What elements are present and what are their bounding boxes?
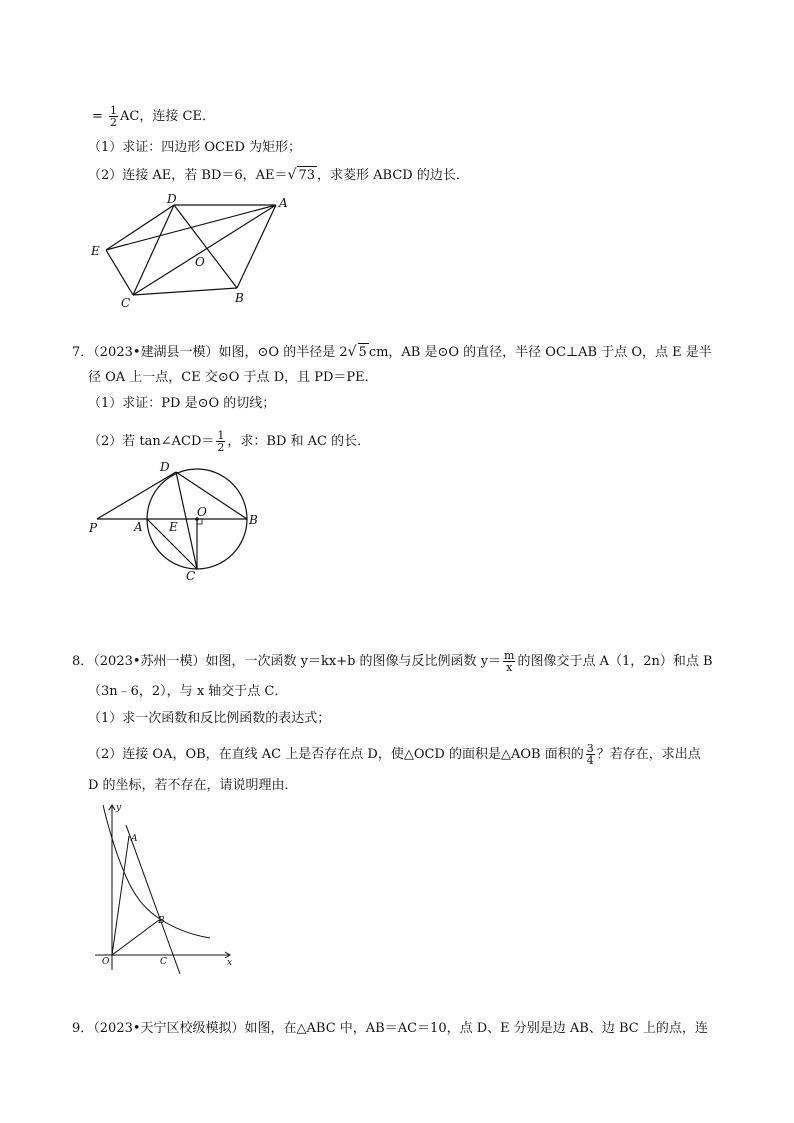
q6-intro-rest: AC，连接 CE． (120, 109, 215, 124)
q6-intro-line (92, 105, 215, 128)
q7-fraction: $\frac{1}{2}$ (217, 429, 225, 454)
q7-part1: （1）求证：PD 是⊙O 的切线； (88, 396, 276, 411)
q8-line1: 8．（2023•苏州一模）如图，一次函数 y＝kx+b 的图像与反比例函数 y＝ $\frac{m}{x}$ 的图像交于点 A（1，2n）和点 B (72, 649, 713, 674)
q8-line2: （3n﹣6，2），与 x 轴交于点 C． (88, 684, 288, 699)
q6-part1: （1）求证：四边形 OCED 为矩形； (88, 140, 302, 155)
q7-label-A: A (134, 520, 143, 534)
q8-label-A: A (131, 834, 138, 844)
q7-label-P: P (89, 521, 98, 535)
q6-label-B: B (235, 291, 244, 305)
q6-label-E: E (91, 244, 100, 258)
q7-label-O: O (197, 505, 207, 519)
q7-sqrt-value: 5 (358, 345, 367, 360)
q8-figure (85, 800, 245, 975)
q7-label-D: D (160, 460, 170, 474)
q8-label-C: C (160, 957, 167, 967)
q8-label-O: O (102, 957, 110, 967)
q7-label-B: B (249, 513, 258, 527)
q6-label-O: O (195, 255, 205, 269)
q7-part2: （2）若 tan∠ACD＝ $\frac{1}{2}$ ，求：BD 和 AC 的长． (88, 429, 371, 454)
q7-line2: 径 OA 上一点，CE 交⊙O 于点 D，且 PD＝PE． (88, 370, 378, 385)
q8-label-B: B (158, 916, 165, 926)
q8-label-y: y (116, 803, 122, 813)
q6-intro-prefix: = (92, 109, 103, 124)
q8-fraction-34: $\frac{3}{4}$ (586, 742, 594, 767)
q6-part2: （2）连接 AE，若 BD＝6，AE＝√ 73 ，求菱形 ABCD 的边长． (88, 167, 469, 183)
q6-intro-fraction: $\frac{1}{2}$ (110, 104, 118, 129)
q8-part2: （2）连接 OA，OB，在直线 AC 上是否存在点 D，使△OCD 的面积是△AOB 面积的 $\frac{3}{4}$ ？若存在，求出点 (88, 742, 701, 767)
q8-label-x: x (227, 958, 233, 968)
q8-part2-line2: D 的坐标，若不存在，请说明理由． (88, 778, 298, 793)
q7-label-E: E (169, 520, 178, 534)
q7-label-C: C (186, 569, 196, 583)
q8-fraction-mx: $\frac{m}{x}$ (504, 649, 515, 674)
q6-sqrt-value: 73 (298, 168, 316, 183)
q6-label-C: C (121, 296, 131, 310)
q9-line1: 9．（2023•天宁区校级模拟）如图，在△ABC 中，AB＝AC＝10，点 D、E 分别是边 AB、边 BC 上的点，连 (72, 1021, 708, 1036)
q7-line1: 7．（2023•建湖县一模）如图，⊙O 的半径是 2√ 5 cm，AB 是⊙O 的直径，半径 OC⊥AB 于点 O，点 E 是半 (72, 344, 712, 360)
q6-label-D: D (167, 192, 177, 206)
q8-part1: （1）求一次函数和反比例函数的表达式； (88, 711, 331, 726)
q6-figure (80, 190, 300, 315)
q7-figure (80, 455, 280, 590)
q6-label-A: A (279, 196, 288, 210)
